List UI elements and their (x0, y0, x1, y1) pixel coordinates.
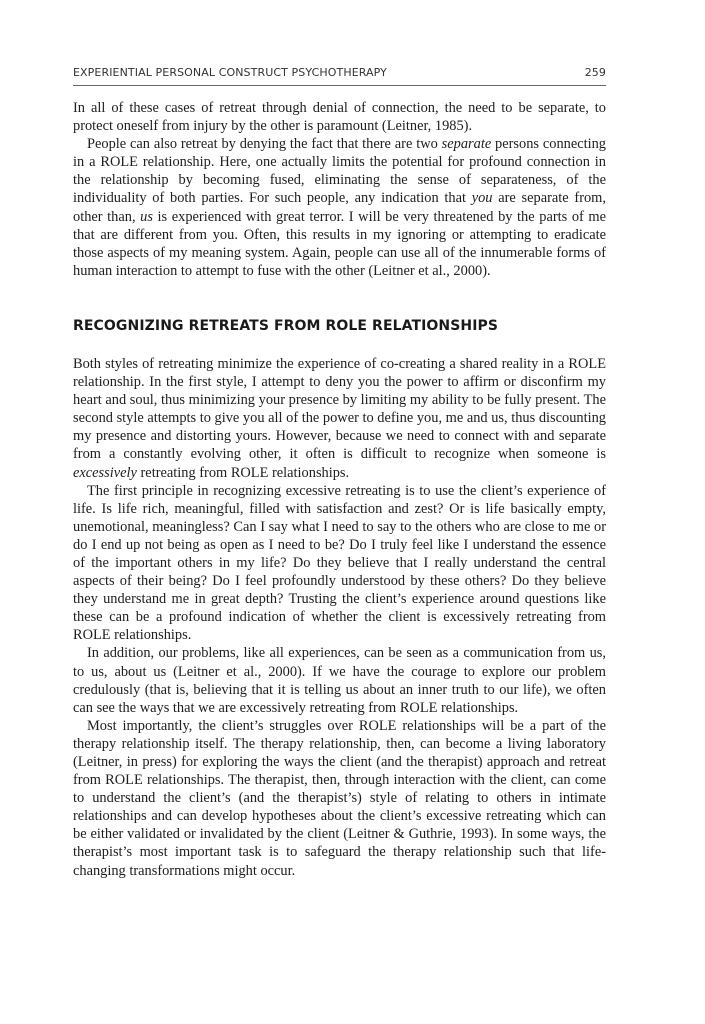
text-run: retreating from ROLE relationships. (136, 464, 350, 481)
emphasis-us: us (140, 208, 153, 225)
section-text (73, 355, 606, 880)
book-page (73, 66, 606, 880)
text-run: are separate from, other than, (73, 190, 606, 225)
text-run: People can also retreat by denying the fact that there are two (87, 136, 442, 153)
page-number: 259 (584, 66, 606, 79)
section-paragraph-3: In addition, our problems, like all experiences, can be seen as a communication from us, to us, about us (Leitner et al., 2000). If we have the courage to explore our problem credulously (that is, believing that it is telling us about an inner truth to our life), we often can see the ways that we are excessively retreating from ROLE relationships. (73, 645, 606, 716)
section-paragraph-2: The first principle in recognizing excessive retreating is to use the client’s experience of life. Is life rich, meaningful, filled with satisfaction and zest? Or is life basically empty, unemotional, meaningless? Can I say what I need to say to the others who are close to me or do I end up not being as open as I need to be? Do I truly feel like I understand the essence of the important others in my life? Do they believe that I really understand the central aspects of their being? Do I feel profoundly understood by these others? Do they believe they understand me in great depth? Trusting the client’s experience around questions like these can be a profound indication of whether the client is excessively retreating from ROLE relationships. (73, 482, 606, 644)
intro-text (73, 99, 606, 280)
emphasis-excessively: excessively (73, 464, 137, 481)
running-head (73, 66, 606, 86)
section-paragraph-4: Most importantly, the client’s struggles over ROLE relationships will be a part of the therapy relationship itself. The therapy relationship, then, can become a living laboratory (Leitner, in press) for exploring the ways the client (and the therapist) approach and retreat from ROLE relationships. The therapist, then, through interaction with the client, can come to understand the client’s (and the therapist’s) style of relating to others in intimate relationships and can develop hypotheses about the client’s excessive retreating which can be either validated or invalidated by the client (Leitner & Guthrie, 1993). In some ways, the therapist’s most important task is to safeguard the therapy relationship such that life-changing transformations might occur. (73, 717, 606, 879)
running-head-title: EXPERIENTIAL PERSONAL CONSTRUCT PSYCHOTHERAPY (73, 66, 387, 79)
emphasis-you: you (471, 190, 493, 207)
text-run: Both styles of retreating minimize the experience of co-creating a shared reality in a ROLE relationship. In the first style, I attempt to deny you the power to affirm or disconfirm my heart and soul, thus minimizing your presence by limiting my ability to be fully present. The second style attempts to give you all of the power to define you, me and us, thus discounting my presence and distorting yours. However, because we need to connect with and separate from a constantly evolving other, it often is difficult to recognize when someone is (73, 355, 606, 463)
section-heading: RECOGNIZING RETREATS FROM ROLE RELATIONSHIPS (73, 317, 499, 334)
intro-paragraph-2 (73, 135, 606, 280)
section-paragraph-1 (73, 355, 606, 482)
text-run: persons connecting in a ROLE relationship. Here, one actually limits the potential for profound connection in the relationship by becoming fused, eliminating the sense of separateness, of the individuality of both parties. For such people, any indication that (73, 136, 607, 207)
intro-paragraph-1: In all of these cases of retreat through denial of connection, the need to be separate, to protect oneself from injury by the other is paramount (Leitner, 1985). (73, 100, 606, 135)
emphasis-separate: separate (441, 136, 492, 153)
text-run: is experienced with great terror. I will be very threatened by the parts of me that are different from you. Often, this results in my ignoring or attempting to eradicate those aspects of my meaning system. Again, people can use all of the innumerable forms of human interaction to attempt to fuse with the other (Leitner et al., 2000). (73, 208, 606, 279)
